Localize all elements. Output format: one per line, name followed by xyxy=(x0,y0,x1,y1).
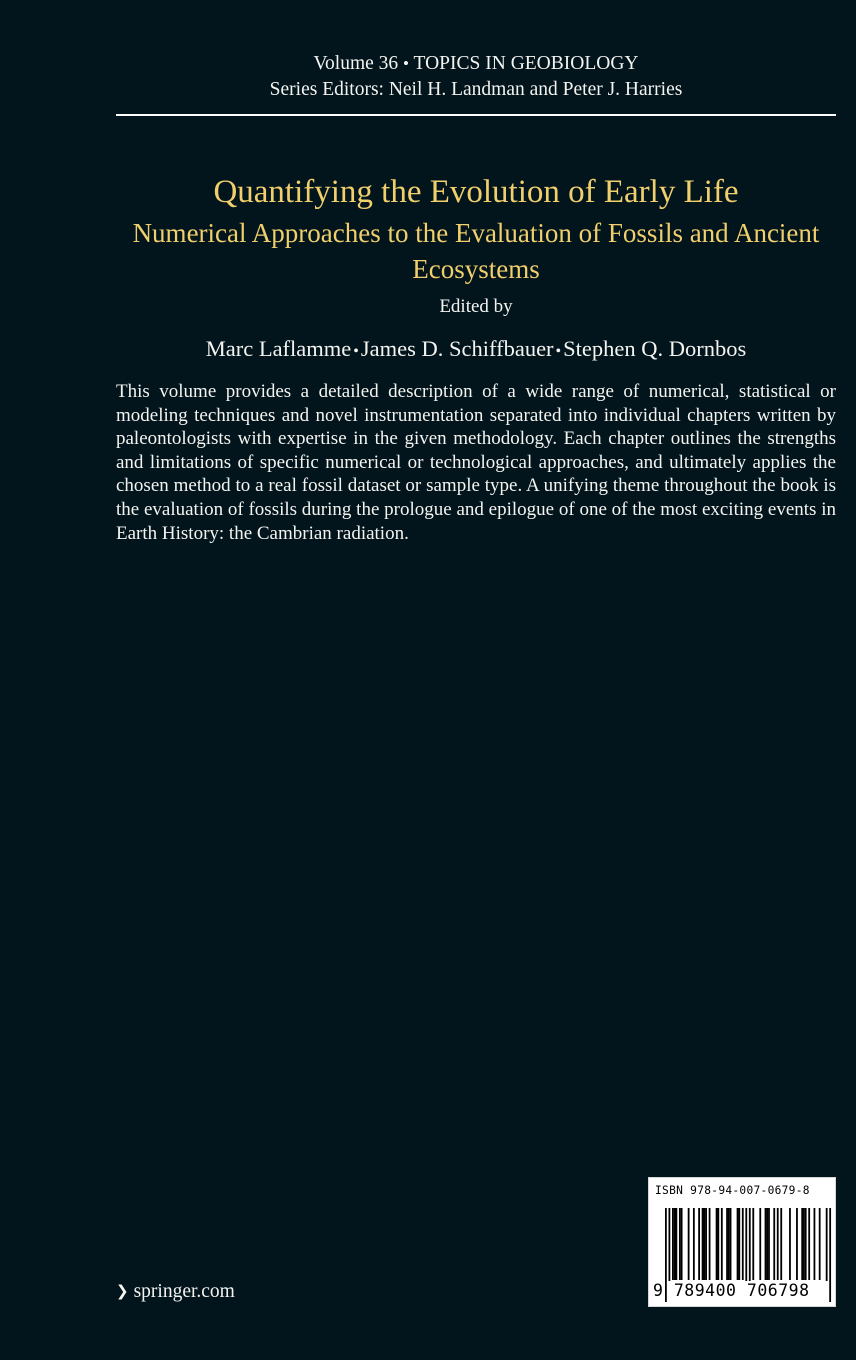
editor-name: James D. Schiffbauer xyxy=(360,336,554,361)
barcode-bar xyxy=(759,1208,761,1280)
publisher-website[interactable]: springer.com xyxy=(133,1281,235,1302)
barcode-bar xyxy=(777,1208,779,1280)
isbn-label: ISBN 978-94-007-0679-8 xyxy=(655,1184,810,1197)
publisher-link[interactable] xyxy=(116,1280,235,1304)
barcode-bar xyxy=(766,1208,768,1280)
series-info xyxy=(116,51,836,77)
series-name: TOPICS IN GEOBIOLOGY xyxy=(413,53,639,74)
barcode-bar xyxy=(721,1208,723,1280)
barcode-bar xyxy=(672,1208,674,1280)
barcode-bar xyxy=(679,1208,681,1280)
barcode-bar xyxy=(703,1208,705,1280)
barcode-bar xyxy=(705,1208,707,1280)
editors-list xyxy=(116,334,836,367)
book-subtitle: Numerical Approaches to the Evaluation of Fossils and Ancient Ecosystems xyxy=(132,218,820,284)
barcode-bar xyxy=(698,1208,700,1280)
series-editors: Series Editors: Neil H. Landman and Peter J. Harries xyxy=(269,79,683,100)
barcode-bar xyxy=(728,1208,730,1280)
divider-rule xyxy=(116,114,836,116)
barcode-bar xyxy=(765,1208,767,1280)
bullet-separator: • xyxy=(353,343,359,360)
barcode-bar xyxy=(803,1208,805,1280)
edited-by-label: Edited by xyxy=(439,296,513,317)
barcode-bar xyxy=(805,1208,807,1280)
barcode-bar xyxy=(702,1208,704,1280)
barcode-bar xyxy=(808,1208,810,1280)
barcode-bar xyxy=(752,1208,754,1280)
barcode-bar xyxy=(693,1208,695,1280)
bullet-separator: • xyxy=(403,54,409,73)
barcode-bar xyxy=(709,1208,711,1280)
barcode-digits: 9 789400 706798 xyxy=(653,1281,810,1300)
barcode-bar xyxy=(681,1208,683,1280)
barcode-bar xyxy=(738,1208,740,1280)
barcode-bar xyxy=(801,1208,803,1280)
barcode-bar xyxy=(737,1208,739,1280)
barcode-bar xyxy=(730,1208,732,1280)
barcode-bar xyxy=(742,1208,744,1280)
barcode-bar xyxy=(726,1208,728,1280)
barcode-bar xyxy=(768,1208,770,1280)
editor-name: Stephen Q. Dornbos xyxy=(563,336,747,361)
barcode-bar xyxy=(819,1208,821,1280)
barcode-bar xyxy=(688,1208,690,1280)
barcode-bar xyxy=(716,1208,718,1280)
volume-number: Volume 36 xyxy=(313,53,399,74)
barcode-bar xyxy=(814,1208,816,1280)
barcode-bar xyxy=(789,1208,791,1280)
barcode-bar xyxy=(773,1208,775,1280)
editor-name: Marc Laflamme xyxy=(205,336,352,361)
bullet-separator: • xyxy=(555,343,562,360)
barcode-bar xyxy=(796,1208,798,1280)
book-description: This volume provides a detailed description of a wide range of numerical, statistical or modeling techniques and novel instrumentation separated into individual chapters written by paleontologists with expertise in the given methodology. Each chapter outlines the strengths and limitations of specific numerical or technological approaches, and ultimately applies the chosen method to a real fossil dataset or sample type. A unifying theme throughout the book is the evaluation of fossils during the prologue and epilogue of one of the most exciting events in Earth History: the Cambrian radiation. xyxy=(116,381,836,544)
barcode-bar xyxy=(717,1208,719,1280)
barcode-bar xyxy=(780,1208,782,1280)
book-title: Quantifying the Evolution of Early Life xyxy=(213,174,739,210)
isbn-barcode xyxy=(648,1177,836,1307)
barcode-bar xyxy=(675,1208,677,1280)
chevron-right-icon: ❯ xyxy=(116,1282,129,1300)
barcode-bar xyxy=(674,1208,676,1280)
